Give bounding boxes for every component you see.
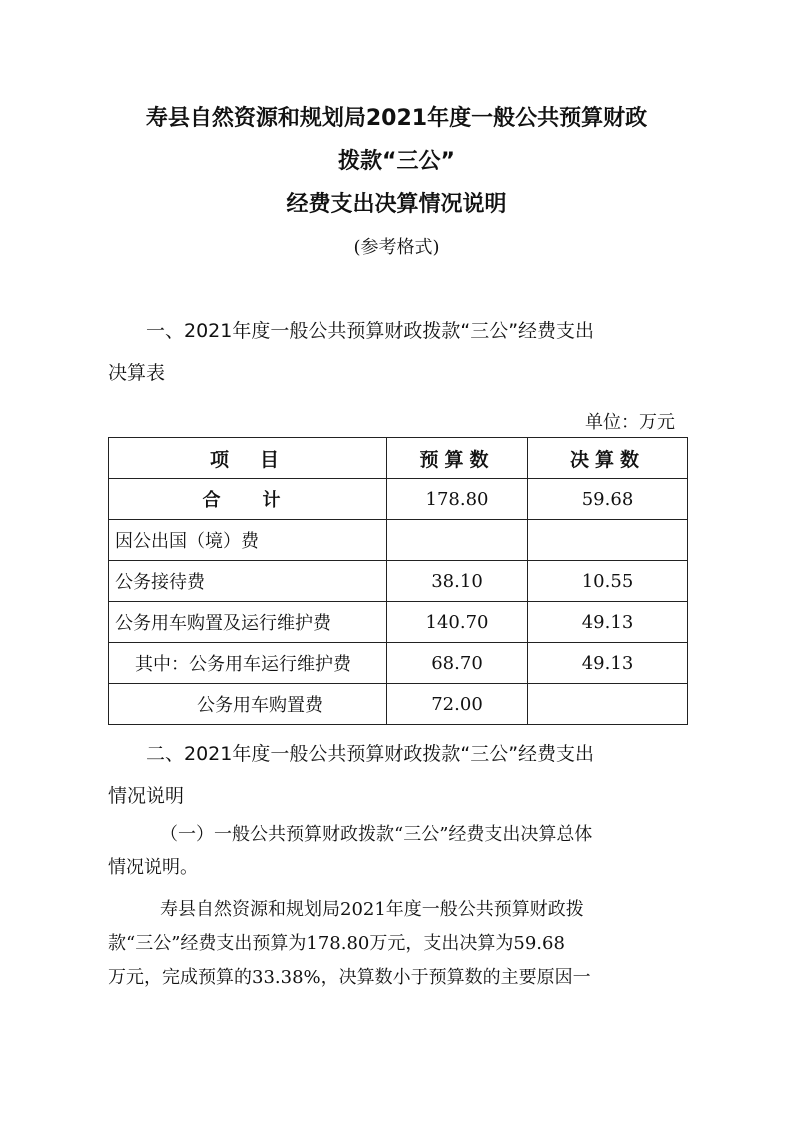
table-row (109, 684, 688, 725)
row-budget: 178.80 (387, 479, 528, 520)
row-budget: 140.70 (387, 602, 528, 643)
table-row (109, 602, 688, 643)
row-label: 公务用车购置费 (109, 684, 387, 725)
section2-heading-line-2: 情况说明 (108, 785, 185, 807)
row-budget: 72.00 (387, 684, 528, 725)
row-label: 公务用车购置及运行维护费 (109, 602, 387, 643)
subsection1-line-1: （一）一般公共预算财政拨款“三公”经费支出决算总体 (160, 824, 593, 845)
body-paragraph-line-2: 款“三公”经费支出预算为178.80万元，支出决算为59.68 (108, 933, 565, 954)
header-budget: 预算数 (387, 438, 528, 479)
row-actual: 59.68 (528, 479, 688, 520)
row-label: 公务接待费 (109, 561, 387, 602)
subsection1-line-2: 情况说明。 (108, 857, 198, 878)
row-budget: 68.70 (387, 643, 528, 684)
row-label: 合 计 (109, 479, 387, 520)
section1-heading-line-1: 一、2021年度一般公共预算财政拨款“三公”经费支出 (146, 320, 595, 342)
unit-label: 单位：万元 (585, 412, 675, 433)
row-actual: 49.13 (528, 602, 688, 643)
doc-title-line-2: 拨款“三公” (338, 149, 455, 174)
table-row (109, 561, 688, 602)
table-header-row (109, 438, 688, 479)
row-label: 其中：公务用车运行维护费 (109, 643, 387, 684)
row-actual (528, 684, 688, 725)
row-budget: 38.10 (387, 561, 528, 602)
table-row (109, 643, 688, 684)
body-paragraph-line-1: 寿县自然资源和规划局2021年度一般公共预算财政拨 (160, 899, 584, 920)
expense-table (108, 437, 688, 725)
doc-title-line-3: 经费支出决算情况说明 (286, 192, 507, 217)
row-label: 因公出国（境）费 (109, 520, 387, 561)
row-budget (387, 520, 528, 561)
doc-title-line-1: 寿县自然资源和规划局2021年度一般公共预算财政 (145, 106, 648, 131)
row-actual: 10.55 (528, 561, 688, 602)
table-row (109, 520, 688, 561)
table-row-total (109, 479, 688, 520)
section1-heading-line-2: 决算表 (108, 362, 166, 384)
body-paragraph-line-3: 万元，完成预算的33.38%，决算数小于预算数的主要原因一 (108, 967, 591, 988)
header-item: 项 目 (109, 438, 387, 479)
header-actual: 决算数 (528, 438, 688, 479)
row-actual (528, 520, 688, 561)
row-actual: 49.13 (528, 643, 688, 684)
section2-heading-line-1: 二、2021年度一般公共预算财政拨款“三公”经费支出 (146, 743, 595, 765)
doc-format-note: (参考格式) (353, 237, 440, 258)
